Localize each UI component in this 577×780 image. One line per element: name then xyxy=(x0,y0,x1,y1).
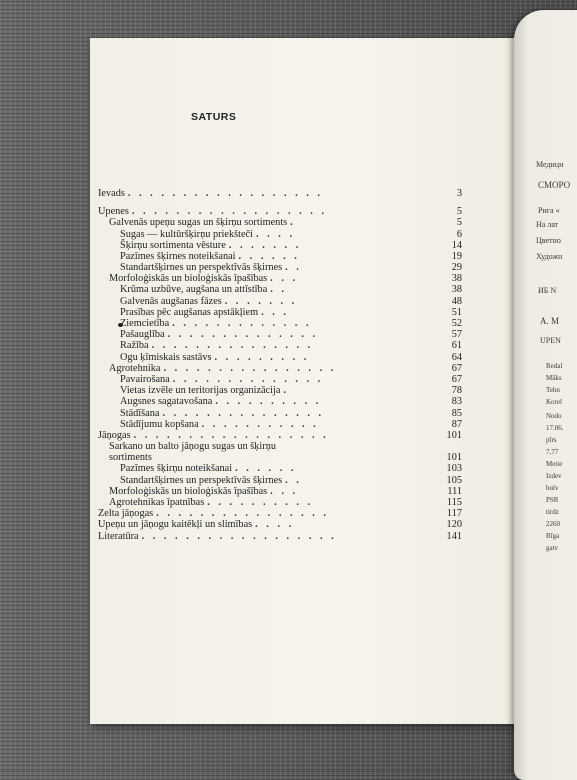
toc-entry-title: Stādījumu kopšana xyxy=(120,418,199,430)
right-page-text-fragment: gatv xyxy=(546,544,559,552)
right-page-text-fragment: Медици xyxy=(536,160,564,169)
toc-leader-dots: . . . . . . . . . . . . . . xyxy=(167,329,319,341)
toc-entry xyxy=(98,497,462,508)
right-page-text-fragment: Redal xyxy=(546,362,563,370)
toc-leader-dots: . . xyxy=(285,262,302,274)
toc-entry xyxy=(98,206,462,217)
toc-entry-title: Pazīmes šķirnes noteikšanai xyxy=(120,250,236,262)
toc-entry-title: Agrotehnika xyxy=(109,362,161,374)
right-page-text-fragment: Izdev xyxy=(546,472,562,480)
toc-leader-dots: . . . . . . . . . xyxy=(214,351,310,363)
right-page-text-fragment: pīrs xyxy=(546,436,557,444)
toc-leader-dots: . . . . . . . . . . . . . . . . . . xyxy=(141,530,337,542)
toc-leader-dots: . . . . . . . . . . . . . . xyxy=(172,373,324,385)
toc-entry xyxy=(98,262,462,273)
toc-entry-title: Zelta jāņogas xyxy=(98,508,154,520)
toc-entry-title: Ievads xyxy=(98,187,125,199)
right-page-text-fragment: UPEN xyxy=(540,336,561,345)
right-page-text-fragment: Māks xyxy=(546,374,562,382)
toc-leader-dots: . . . . . . xyxy=(235,463,297,475)
toc-page-number: 14 xyxy=(451,239,462,251)
toc-entry xyxy=(98,352,462,363)
toc-page-number: 64 xyxy=(451,351,462,363)
right-page-text-fragment: bulv xyxy=(546,484,559,492)
toc-entry-title: Galvenās augšanas fāzes xyxy=(120,295,222,307)
toc-entry-title: Krūma uzbūve, augšana un attīstība xyxy=(120,284,268,296)
toc-page-number: 61 xyxy=(451,340,462,352)
toc-entry xyxy=(98,318,462,329)
toc-title: SATURS xyxy=(191,111,237,123)
toc-leader-dots: . . xyxy=(270,284,287,296)
toc-page-number: 103 xyxy=(446,463,462,475)
toc-entry xyxy=(98,296,462,307)
toc-page-number: 115 xyxy=(446,497,462,509)
toc-entry xyxy=(98,329,462,340)
toc-entry-title: Pavairošana xyxy=(120,373,170,385)
toc-leader-dots: . . . xyxy=(261,306,289,318)
toc-page-number: 85 xyxy=(451,407,462,419)
toc-page-number: 51 xyxy=(451,306,462,318)
toc-page-number: 38 xyxy=(451,273,462,285)
right-page-text-fragment: ИБ N xyxy=(538,286,557,295)
toc-entry xyxy=(98,430,462,441)
right-page-text-fragment: A. M xyxy=(540,316,560,326)
toc-page-number: 117 xyxy=(446,508,462,520)
toc-leader-dots: . . . . xyxy=(255,519,295,531)
toc-entry-title: Agrotehnikas īpatnības xyxy=(109,497,205,509)
toc-leader-dots: . . xyxy=(285,474,302,486)
toc-page-number: 57 xyxy=(451,329,462,341)
toc-entry xyxy=(98,217,462,228)
toc-page-number: 105 xyxy=(446,474,462,486)
toc-entry xyxy=(98,385,462,396)
toc-leader-dots: . . . . . . . . . . . . . . . xyxy=(162,407,325,419)
toc-leader-dots: . . . . . . . . . . . . . . . . . . xyxy=(133,429,329,441)
toc-leader-dots: . . . . . . . . . . . . . . . . xyxy=(156,508,329,520)
toc-page-number: 6 xyxy=(456,228,462,240)
toc-entry-title: Upeņu un jāņogu kaitēkļi un slimības xyxy=(98,519,253,531)
right-page-text-fragment: Художн xyxy=(536,252,563,261)
toc-entry-title: Morfoloģiskās un bioloģiskās īpašības xyxy=(109,273,268,285)
toc-entry-title: Sugas — kultūršķirņu priekšteči xyxy=(120,228,253,240)
toc-page-number: 141 xyxy=(446,530,462,542)
right-page-text-fragment: На лат xyxy=(536,220,559,229)
toc-entry-title: Standartšķirnes un perspektīvās šķirnes xyxy=(120,262,283,274)
toc-page-number: 120 xyxy=(446,519,462,531)
toc-entry xyxy=(98,519,462,530)
toc-page-number: 111 xyxy=(447,485,462,497)
table-of-contents xyxy=(98,188,462,542)
toc-entry xyxy=(98,273,462,284)
right-page-text-fragment: СМОРО xyxy=(538,180,571,190)
right-page-text-fragment: Korel xyxy=(546,398,562,406)
toc-leader-dots: . . . . . . xyxy=(238,250,300,262)
toc-page-number: 19 xyxy=(451,250,462,262)
toc-page-number: 78 xyxy=(451,385,462,397)
right-page-text-fragment: 7,77 xyxy=(546,448,559,456)
toc-leader-dots: . . . xyxy=(270,273,299,285)
toc-page-number: 48 xyxy=(451,295,462,307)
toc-leader-dots: . . . . . . . . . . . . . . . . . . xyxy=(127,187,323,199)
toc-page-number: 38 xyxy=(451,284,462,296)
toc-entry-title: Sarkano un balto jāņogu sugas un šķirņu xyxy=(109,441,277,453)
right-page-text-fragment: Tehn xyxy=(546,386,560,394)
toc-entry-title: Stādīšana xyxy=(120,407,160,419)
toc-entry xyxy=(98,307,462,318)
right-page-text-fragment: Рига « xyxy=(538,206,560,215)
right-page-text-fragment: Rīga xyxy=(546,532,560,540)
toc-entry xyxy=(98,419,462,430)
toc-entry-continuation xyxy=(98,452,462,463)
toc-entry xyxy=(98,531,462,542)
toc-entry xyxy=(98,486,462,497)
toc-entry xyxy=(98,441,462,452)
toc-page-number: 67 xyxy=(451,373,462,385)
toc-page-number: 29 xyxy=(451,262,462,274)
toc-leader-dots: . . . . . . . . . . xyxy=(215,396,322,408)
toc-entry xyxy=(98,285,462,296)
toc-leader-dots: . . . . . . . . . . . . . . . xyxy=(151,340,314,352)
right-page-text-fragment: 17.06. xyxy=(546,424,564,432)
right-page-text-fragment: 2260 xyxy=(546,520,560,528)
toc-entry-title: Pazīmes šķirņu noteikšanai xyxy=(120,463,233,475)
toc-page-number: 101 xyxy=(446,429,462,441)
toc-entry-title: Pašauglība xyxy=(120,329,165,341)
right-page-text-fragment: tirdz xyxy=(546,508,559,516)
toc-leader-dots: . . . . . . . xyxy=(228,239,302,251)
toc-page-number: 67 xyxy=(451,362,462,374)
toc-page-number: 83 xyxy=(451,396,462,408)
toc-leader-dots: . . . . xyxy=(256,228,296,240)
toc-entry xyxy=(98,396,462,407)
toc-leader-dots: . . . . . . . . . . . . . xyxy=(172,318,312,330)
toc-entry xyxy=(98,188,462,199)
right-page-text-fragment: Цветно xyxy=(536,236,561,245)
toc-entry-title: Jāņogas xyxy=(98,429,131,441)
toc-entry-title: Galvenās upeņu sugas un šķirņu sortiments xyxy=(109,217,288,229)
right-page-text-fragment: Metie xyxy=(546,460,563,468)
toc-leader-dots: . xyxy=(290,217,296,229)
toc-entry-title: Ražība xyxy=(120,340,149,352)
toc-entry-title: Ziemcietība xyxy=(120,318,170,330)
toc-leader-dots: . . . . . . . . . . . xyxy=(201,418,319,430)
toc-leader-dots: . xyxy=(283,385,290,397)
toc-entry xyxy=(98,240,462,251)
toc-entry xyxy=(98,508,462,519)
toc-entry xyxy=(98,408,462,419)
toc-leader-dots: . . . . . . . . . . . . . . . . . . xyxy=(131,206,327,218)
toc-entry-title: Morfoloģiskās un bioloģiskās īpašības xyxy=(109,485,268,497)
toc-page-number: 5 xyxy=(456,217,462,229)
toc-page-number: 101 xyxy=(446,452,462,464)
toc-entry-title: Upenes xyxy=(98,206,129,218)
toc-entry-title: Prasības pēc augšanas apstākļiem xyxy=(120,306,259,318)
toc-page-number: 52 xyxy=(451,318,462,330)
toc-entry xyxy=(98,363,462,374)
right-page-text-fragment: Nodo xyxy=(546,412,562,420)
toc-leader-dots: . . . . . . . xyxy=(224,295,298,307)
toc-entry-title: Vietas izvēle un teritorijas organizācija xyxy=(120,385,281,397)
toc-entry xyxy=(98,464,462,475)
toc-entry xyxy=(98,374,462,385)
toc-leader-dots: . . . xyxy=(270,485,299,497)
toc-entry xyxy=(98,251,462,262)
book-right-page xyxy=(514,10,577,780)
toc-entry-title: Literatūra xyxy=(98,530,139,542)
right-page-text-fragment: PSR xyxy=(546,496,559,504)
toc-entry-continuation-text: sortiments xyxy=(109,452,152,464)
toc-page-number: 3 xyxy=(456,187,462,199)
toc-spacer xyxy=(98,199,462,206)
toc-page-number: 87 xyxy=(451,418,462,430)
toc-leader-dots: . . . . . . . . . . . . . . . . xyxy=(163,362,337,374)
toc-page-number: 5 xyxy=(456,206,462,218)
toc-entry-title: Standartšķirnes un perspektīvās šķirnes xyxy=(120,474,283,486)
toc-entry xyxy=(98,229,462,240)
toc-entry-title: Ogu ķīmiskais sastāvs xyxy=(120,351,212,363)
toc-entry xyxy=(98,340,462,351)
toc-entry-title: Šķirņu sortimenta vēsture xyxy=(120,239,226,251)
toc-entry-title: Augsnes sagatavošana xyxy=(120,396,213,408)
toc-leader-dots: . . . . . . . . . . xyxy=(207,497,314,509)
toc-entry xyxy=(98,475,462,486)
